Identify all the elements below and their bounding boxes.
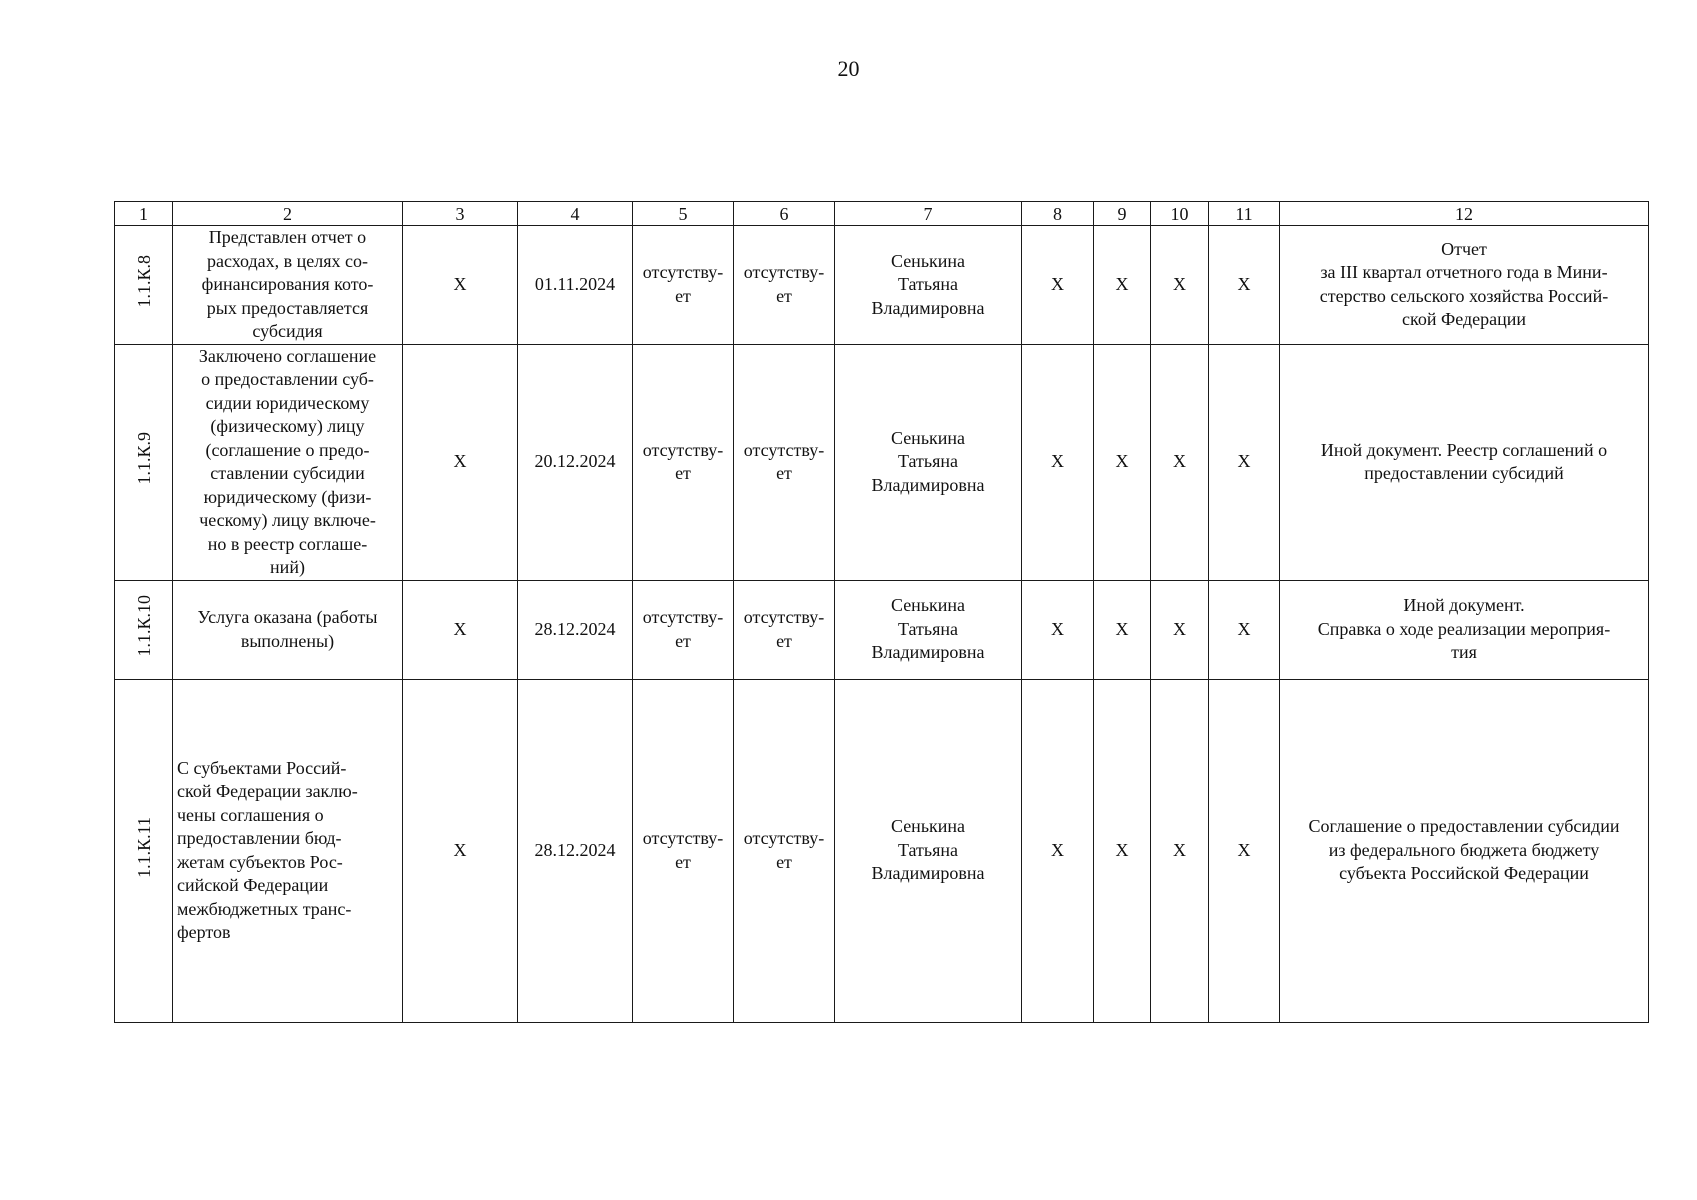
absent-line: отсутству-	[642, 607, 724, 627]
result-document-cell	[1280, 226, 1649, 345]
description-line: о предоставлении суб-	[201, 369, 374, 389]
mark-cell: Х	[1151, 679, 1209, 1022]
result-line: предоставлении субсидий	[1364, 463, 1564, 483]
absent-line: ет	[776, 851, 792, 872]
column-number: 12	[1280, 202, 1649, 226]
responsible-cell	[835, 226, 1022, 345]
result-document-cell	[1280, 580, 1649, 679]
description-line: выполнены)	[240, 630, 335, 651]
absent-line: отсутству-	[743, 828, 825, 848]
responsible-line: Татьяна	[897, 274, 959, 294]
description-line: межбюджетных транс-	[177, 898, 352, 919]
description-line: финансирования кото-	[201, 274, 374, 294]
mark-cell: Х	[403, 226, 518, 345]
description-line: сийской Федерации	[177, 875, 329, 895]
absent-line: отсутству-	[642, 439, 724, 460]
absent-cell	[633, 226, 734, 345]
result-document-cell	[1280, 344, 1649, 580]
column-number: 2	[173, 202, 403, 226]
table-row	[115, 679, 1649, 1022]
result-line: Отчет	[1441, 238, 1487, 259]
column-number: 8	[1022, 202, 1094, 226]
result-line: субъекта Российской Федерации	[1339, 863, 1589, 884]
row-id: 1.1.К.9	[133, 432, 154, 485]
description-line: (соглашение о предо-	[205, 439, 370, 460]
result-line: из федерального бюджета бюджету	[1328, 839, 1600, 860]
description-line: ставлении субсидии	[210, 463, 365, 483]
responsible-line: Сенькина	[890, 427, 966, 448]
absent-line: ет	[675, 463, 691, 483]
date-cell: 28.12.2024	[518, 679, 633, 1022]
row-id-cell	[115, 679, 173, 1022]
mark-cell: Х	[1209, 226, 1280, 345]
description-line: субсидия	[252, 321, 323, 341]
row-id-cell	[115, 226, 173, 345]
absent-cell	[633, 679, 734, 1022]
mark-cell: Х	[1151, 226, 1209, 345]
absent-cell	[734, 679, 835, 1022]
date-cell: 20.12.2024	[518, 344, 633, 580]
description-line: расходах, в целях со-	[206, 250, 369, 271]
responsible-line: Татьяна	[897, 451, 959, 472]
column-number: 11	[1209, 202, 1280, 226]
absent-cell	[734, 226, 835, 345]
column-number: 4	[518, 202, 633, 226]
description-cell	[173, 344, 403, 580]
mark-cell: Х	[403, 679, 518, 1022]
column-numbers-row	[115, 202, 1649, 226]
result-line: Справка о ходе реализации мероприя-	[1317, 618, 1611, 639]
mark-cell: Х	[1209, 580, 1280, 679]
column-number: 5	[633, 202, 734, 226]
control-points-table	[114, 201, 1649, 1023]
description-line: Услуга оказана (работы	[197, 607, 378, 627]
date-cell: 01.11.2024	[518, 226, 633, 345]
description-cell	[173, 580, 403, 679]
mark-cell: Х	[1094, 580, 1151, 679]
result-document-cell	[1280, 679, 1649, 1022]
absent-line: ет	[776, 630, 792, 651]
responsible-line: Владимировна	[871, 474, 985, 495]
responsible-line: Сенькина	[890, 816, 966, 837]
mark-cell: Х	[1022, 679, 1094, 1022]
description-line: рых предоставляется	[206, 297, 369, 318]
mark-cell: Х	[403, 344, 518, 580]
absent-line: отсутству-	[743, 262, 825, 283]
row-id-cell	[115, 344, 173, 580]
responsible-line: Владимировна	[871, 863, 985, 884]
result-line: Иной документ. Реестр соглашений о	[1320, 439, 1608, 460]
column-number: 1	[115, 202, 173, 226]
description-line: но в реестр соглаше-	[207, 533, 368, 554]
absent-line: ет	[776, 463, 792, 483]
mark-cell: Х	[403, 580, 518, 679]
description-cell	[173, 679, 403, 1022]
description-cell	[173, 226, 403, 345]
column-number: 10	[1151, 202, 1209, 226]
responsible-line: Владимировна	[871, 642, 985, 663]
absent-cell	[734, 580, 835, 679]
description-line: ской Федерации заклю-	[177, 781, 358, 801]
column-number: 6	[734, 202, 835, 226]
date-cell: 28.12.2024	[518, 580, 633, 679]
result-line: Соглашение о предоставлении субсидии	[1308, 816, 1620, 837]
description-line: фертов	[177, 922, 231, 942]
table-row	[115, 580, 1649, 679]
row-id: 1.1.К.10	[133, 595, 154, 657]
responsible-cell	[835, 580, 1022, 679]
description-line: чены соглашения о	[177, 804, 324, 825]
absent-line: отсутству-	[642, 828, 724, 848]
mark-cell: Х	[1094, 679, 1151, 1022]
mark-cell: Х	[1151, 344, 1209, 580]
mark-cell: Х	[1209, 679, 1280, 1022]
absent-line: отсутству-	[642, 262, 724, 283]
responsible-cell	[835, 679, 1022, 1022]
result-line: за III квартал отчетного года в Мини-	[1320, 262, 1608, 283]
result-line: стерство сельского хозяйства Россий-	[1319, 285, 1609, 306]
absent-cell	[633, 344, 734, 580]
responsible-cell	[835, 344, 1022, 580]
description-line: Представлен отчет о	[208, 227, 367, 247]
responsible-line: Татьяна	[897, 839, 959, 860]
absent-line: отсутству-	[743, 607, 825, 627]
mark-cell: Х	[1022, 344, 1094, 580]
description-line: жетам субъектов Рос-	[177, 851, 343, 872]
description-line: юридическому (физи-	[203, 486, 372, 507]
mark-cell: Х	[1094, 344, 1151, 580]
mark-cell: Х	[1022, 580, 1094, 679]
description-line: (физическому) лицу	[210, 416, 365, 436]
column-number: 7	[835, 202, 1022, 226]
table-row	[115, 344, 1649, 580]
result-line: Иной документ.	[1403, 595, 1525, 616]
mark-cell: Х	[1209, 344, 1280, 580]
absent-line: ет	[675, 630, 691, 651]
row-id-cell	[115, 580, 173, 679]
description-line: сидии юридическому	[205, 392, 370, 413]
responsible-line: Владимировна	[871, 297, 985, 318]
responsible-line: Татьяна	[897, 618, 959, 639]
row-id: 1.1.К.11	[133, 816, 154, 878]
absent-cell	[633, 580, 734, 679]
result-line: ской Федерации	[1402, 309, 1526, 330]
absent-line: отсутству-	[743, 439, 825, 460]
absent-line: ет	[776, 285, 792, 306]
description-line: С субъектами Россий-	[177, 757, 347, 778]
absent-cell	[734, 344, 835, 580]
responsible-line: Сенькина	[890, 250, 966, 271]
table-row	[115, 226, 1649, 345]
mark-cell: Х	[1094, 226, 1151, 345]
description-line: ческому) лицу включе-	[199, 510, 376, 530]
description-line: Заключено соглашение	[198, 345, 377, 366]
absent-line: ет	[675, 285, 691, 306]
column-number: 3	[403, 202, 518, 226]
description-line: ний)	[270, 557, 305, 577]
column-number: 9	[1094, 202, 1151, 226]
page-number: 20	[837, 56, 860, 81]
mark-cell: Х	[1022, 226, 1094, 345]
description-line: предоставлении бюд-	[177, 828, 342, 848]
result-line: тия	[1451, 642, 1477, 663]
row-id: 1.1.К.8	[133, 255, 154, 308]
mark-cell: Х	[1151, 580, 1209, 679]
absent-line: ет	[675, 851, 691, 872]
responsible-line: Сенькина	[890, 595, 966, 616]
